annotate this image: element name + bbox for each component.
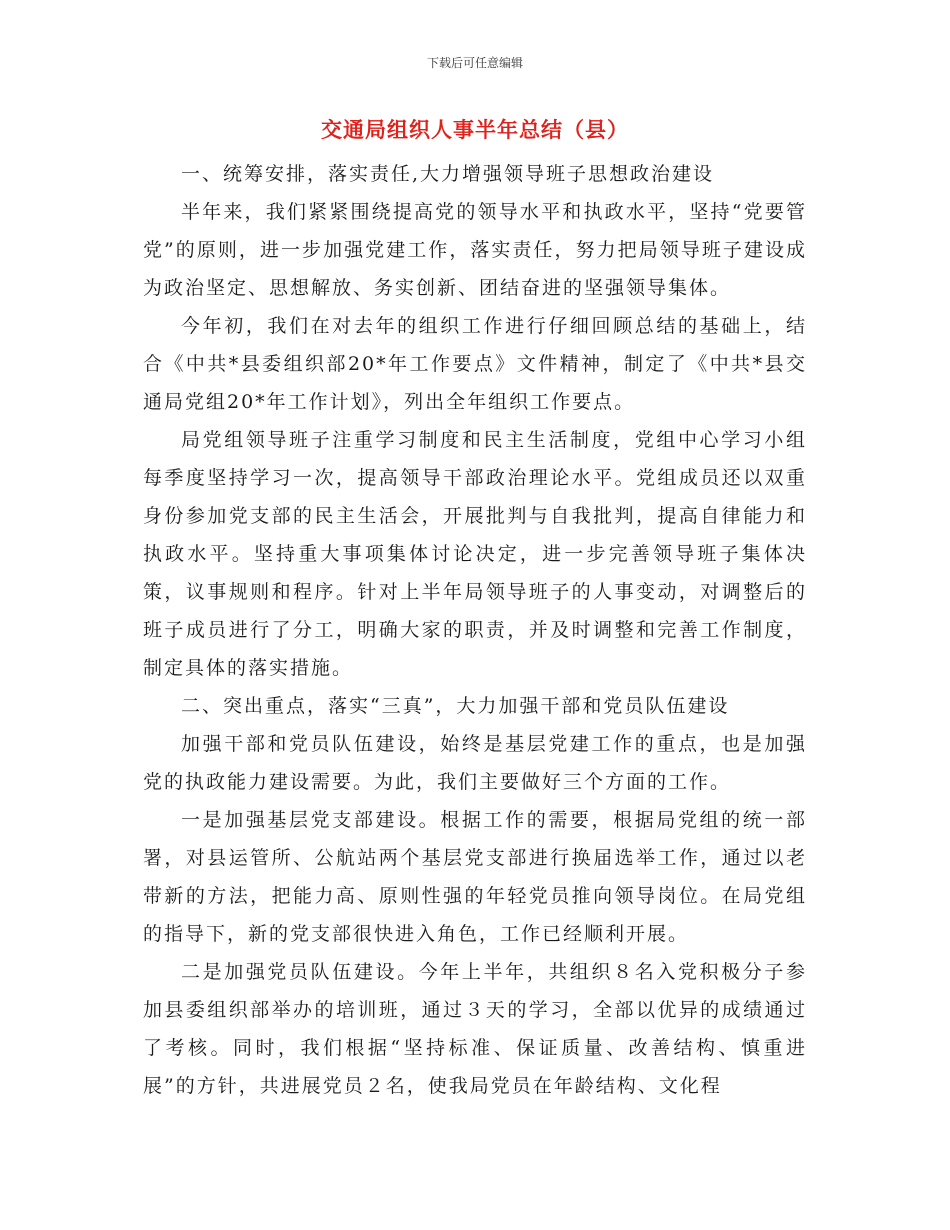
section-heading-2: 二、突出重点，落实“三真”，大力加强干部和党员队伍建设 — [181, 695, 730, 717]
body-paragraph: 局党组领导班子注重学习制度和民主生活制度，党组中心学习小组每季度坚持学习一次，提高领导干部政治理论水平。党组成员还以双重身份参加党支部的民主生活会，开展批判与自我批判，提高自律能力和执政水平。坚持重大事项集体讨论决定，进一步完善领导班子集体决策，议事规则和程序。针对上半年局领导班子的人事变动，对调整后的班子成员进行了分工，明确大家的职责，并及时调整和完善工作制度，制定具体的落实措施。 — [143, 429, 807, 679]
body-paragraph: 加强干部和党员队伍建设，始终是基层党建工作的重点，也是加强党的执政能力建设需要。为此，我们主要做好三个方面的工作。 — [143, 733, 807, 793]
body-paragraph: 今年初，我们在对去年的组织工作进行仔细回顾总结的基础上，结合《中共*县委组织部20*年工作要点》文件精神，制定了《中共*县交通局党组20*年工作计划》，列出全年组织工作要点。 — [143, 315, 807, 413]
body-paragraph: 半年来，我们紧紧围绕提高党的领导水平和执政水平，坚持“党要管党”的原则，进一步加强党建工作，落实责任，努力把局领导班子建设成为政治坚定、思想解放、务实创新、团结奋进的坚强领导集体。 — [143, 201, 807, 299]
document-title: 交通局组织人事半年总结（县） — [321, 118, 629, 142]
section-heading-1: 一、统筹安排，落实责任,大力增强领导班子思想政治建设 — [181, 163, 715, 185]
body-paragraph: 一是加强基层党支部建设。根据工作的需要，根据局党组的统一部署，对县运管所、公航站两个基层党支部进行换届选举工作，通过以老带新的方法，把能力高、原则性强的年轻党员推向领导岗位。在局党组的指导下，新的党支部很快进入角色，工作已经顺利开展。 — [143, 809, 807, 945]
body-paragraph: 二是加强党员队伍建设。今年上半年，共组织８名入党积极分子参加县委组织部举办的培训班，通过３天的学习，全部以优异的成绩通过了考核。同时，我们根据“坚持标准、保证质量、改善结构、慎重进展”的方针，共进展党员２名，使我局党员在年龄结构、文化程 — [143, 961, 807, 1097]
document-body — [143, 155, 807, 1105]
page-header-note: 下载后可任意编辑 — [426, 56, 523, 70]
